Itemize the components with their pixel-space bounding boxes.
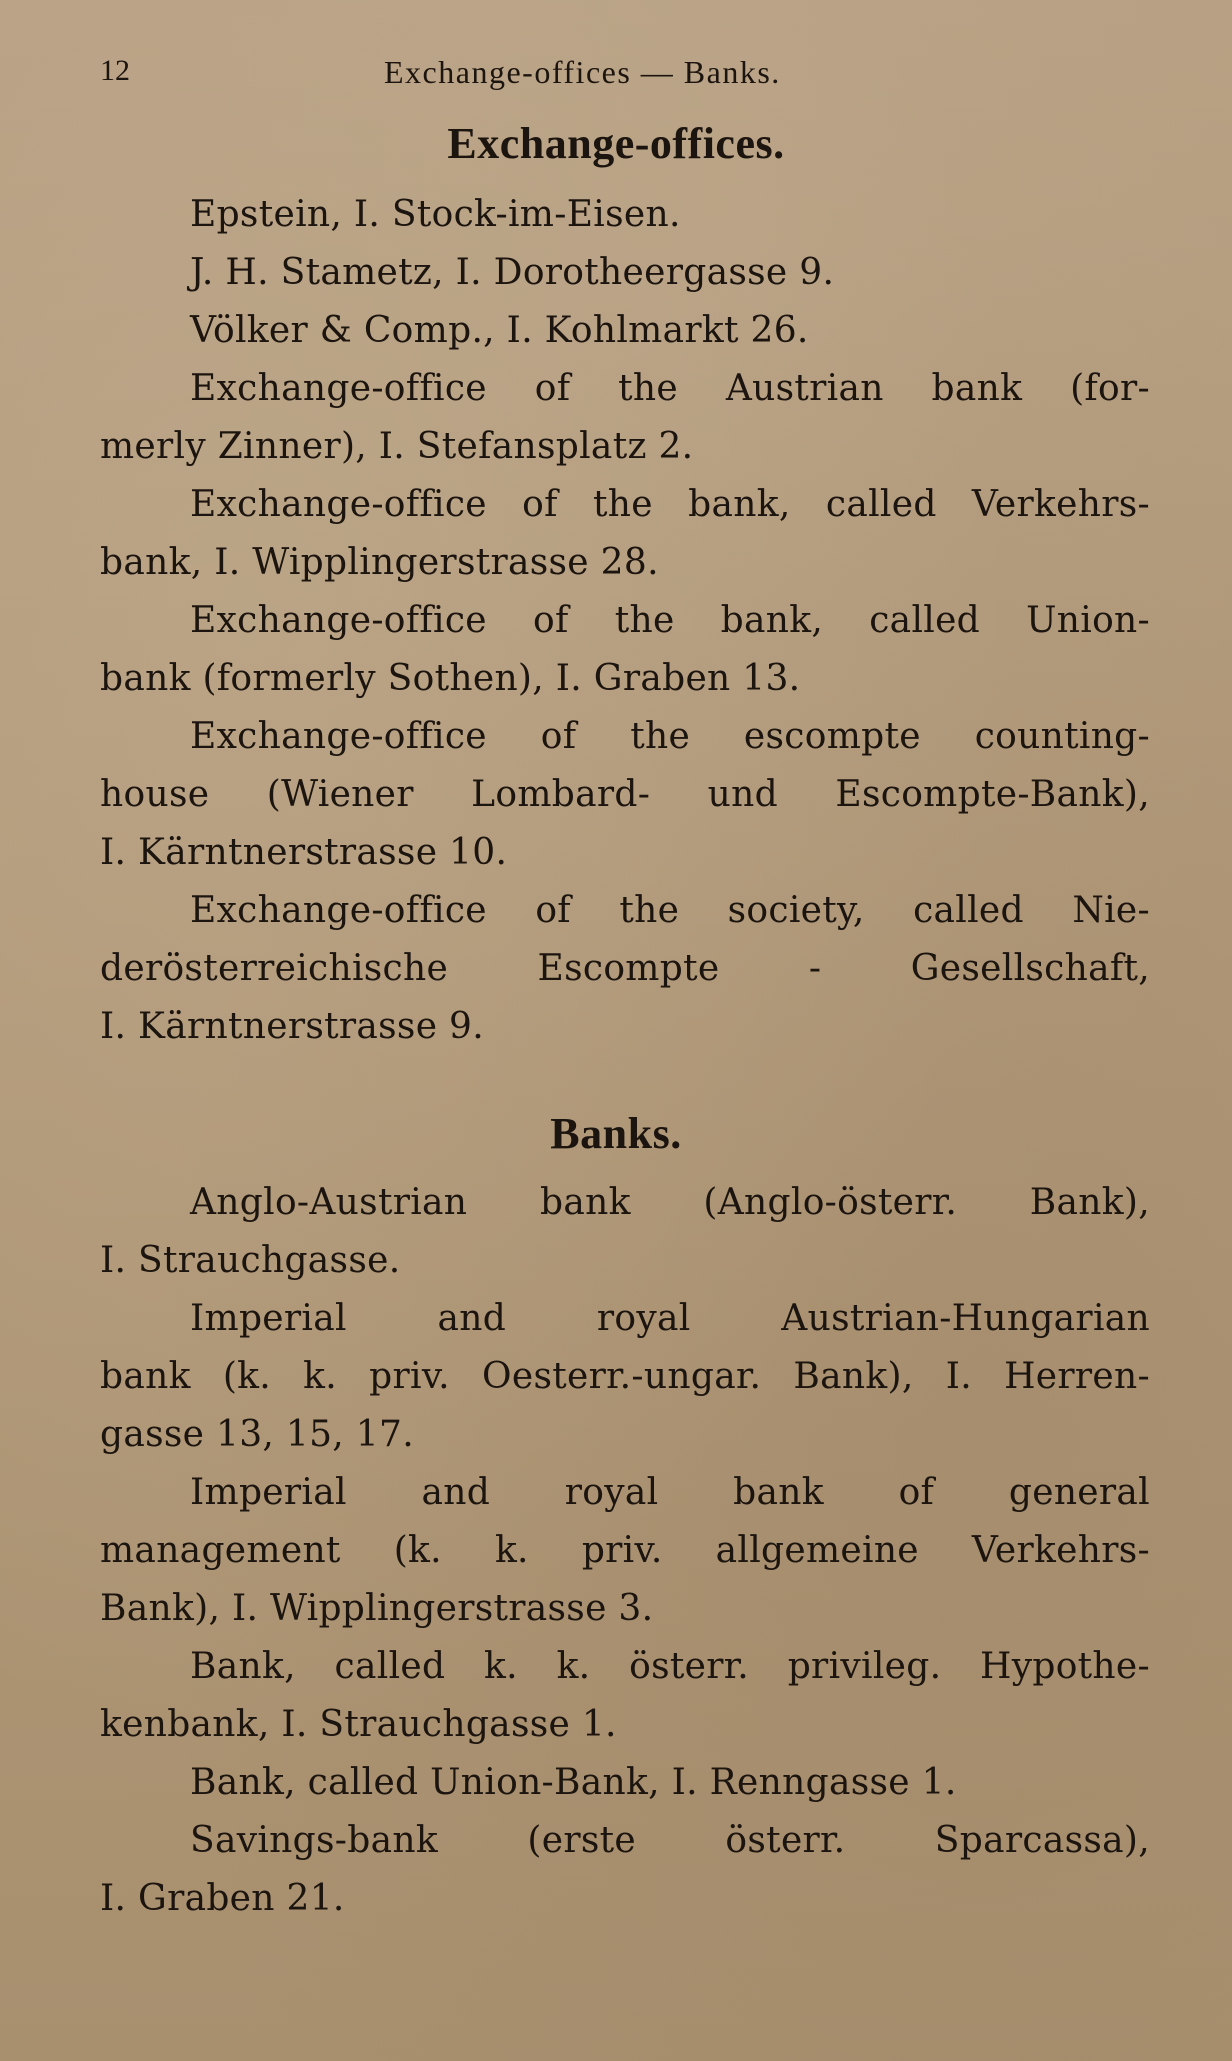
entry-line: merly Zinner), I. Stefansplatz 2.	[100, 426, 694, 467]
running-title: Exchange-offices — Banks.	[384, 54, 781, 90]
entry-line: bank (k. k. priv. Oesterr.-ungar. Bank), I. Herren-	[100, 1356, 1150, 1397]
entry-line: I. Kärntnerstrasse 10.	[100, 832, 508, 873]
entry-line: derösterreichische Escompte - Gesellschaft,	[100, 948, 1150, 989]
entry-line: Bank, called k. k. österr. privileg. Hypothe-	[190, 1646, 1150, 1687]
entry-line: Imperial and royal bank of general	[190, 1472, 1150, 1513]
section-heading-exchange-offices: Exchange-offices.	[447, 119, 785, 168]
entry-line: I. Strauchgasse.	[100, 1240, 401, 1281]
entry-line: Imperial and royal Austrian-Hungarian	[190, 1298, 1150, 1339]
entry-line: Bank), I. Wipplingerstrasse 3.	[100, 1588, 654, 1629]
running-head	[0, 50, 1232, 100]
entry-line: bank, I. Wipplingerstrasse 28.	[100, 542, 659, 583]
entry-line: Exchange-office of the society, called Nie-	[190, 890, 1150, 931]
entry-line: Exchange-office of the bank, called Verkehrs-	[190, 484, 1150, 525]
entry-line: Savings-bank (erste österr. Sparcassa),	[190, 1820, 1150, 1861]
entry-line: Anglo-Austrian bank (Anglo-österr. Bank),	[190, 1182, 1150, 1223]
entry-line: Exchange-office of the escompte counting-	[190, 716, 1150, 757]
page-number: 12	[100, 54, 130, 87]
entry-line: I. Kärntnerstrasse 9.	[100, 1006, 484, 1047]
entry-line: J. H. Stametz, I. Dorotheergasse 9.	[190, 252, 835, 293]
entry-line: house (Wiener Lombard- und Escompte-Bank),	[100, 774, 1150, 815]
entry-line: Epstein, I. Stock-im-Eisen.	[190, 194, 681, 235]
section-heading-banks: Banks.	[550, 1109, 682, 1158]
entry-line: management (k. k. priv. allgemeine Verkehrs-	[100, 1530, 1150, 1571]
entry-line: Exchange-office of the Austrian bank (for-	[190, 368, 1150, 409]
entry-line: Exchange-office of the bank, called Union-	[190, 600, 1150, 641]
entry-line: Völker & Comp., I. Kohlmarkt 26.	[190, 310, 809, 351]
entry-line: Bank, called Union-Bank, I. Renngasse 1.	[190, 1762, 957, 1803]
entry-line: bank (formerly Sothen), I. Graben 13.	[100, 658, 801, 699]
entry-line: gasse 13, 15, 17.	[100, 1414, 414, 1455]
entry-line: kenbank, I. Strauchgasse 1.	[100, 1704, 617, 1745]
entry-line: I. Graben 21.	[100, 1878, 345, 1919]
